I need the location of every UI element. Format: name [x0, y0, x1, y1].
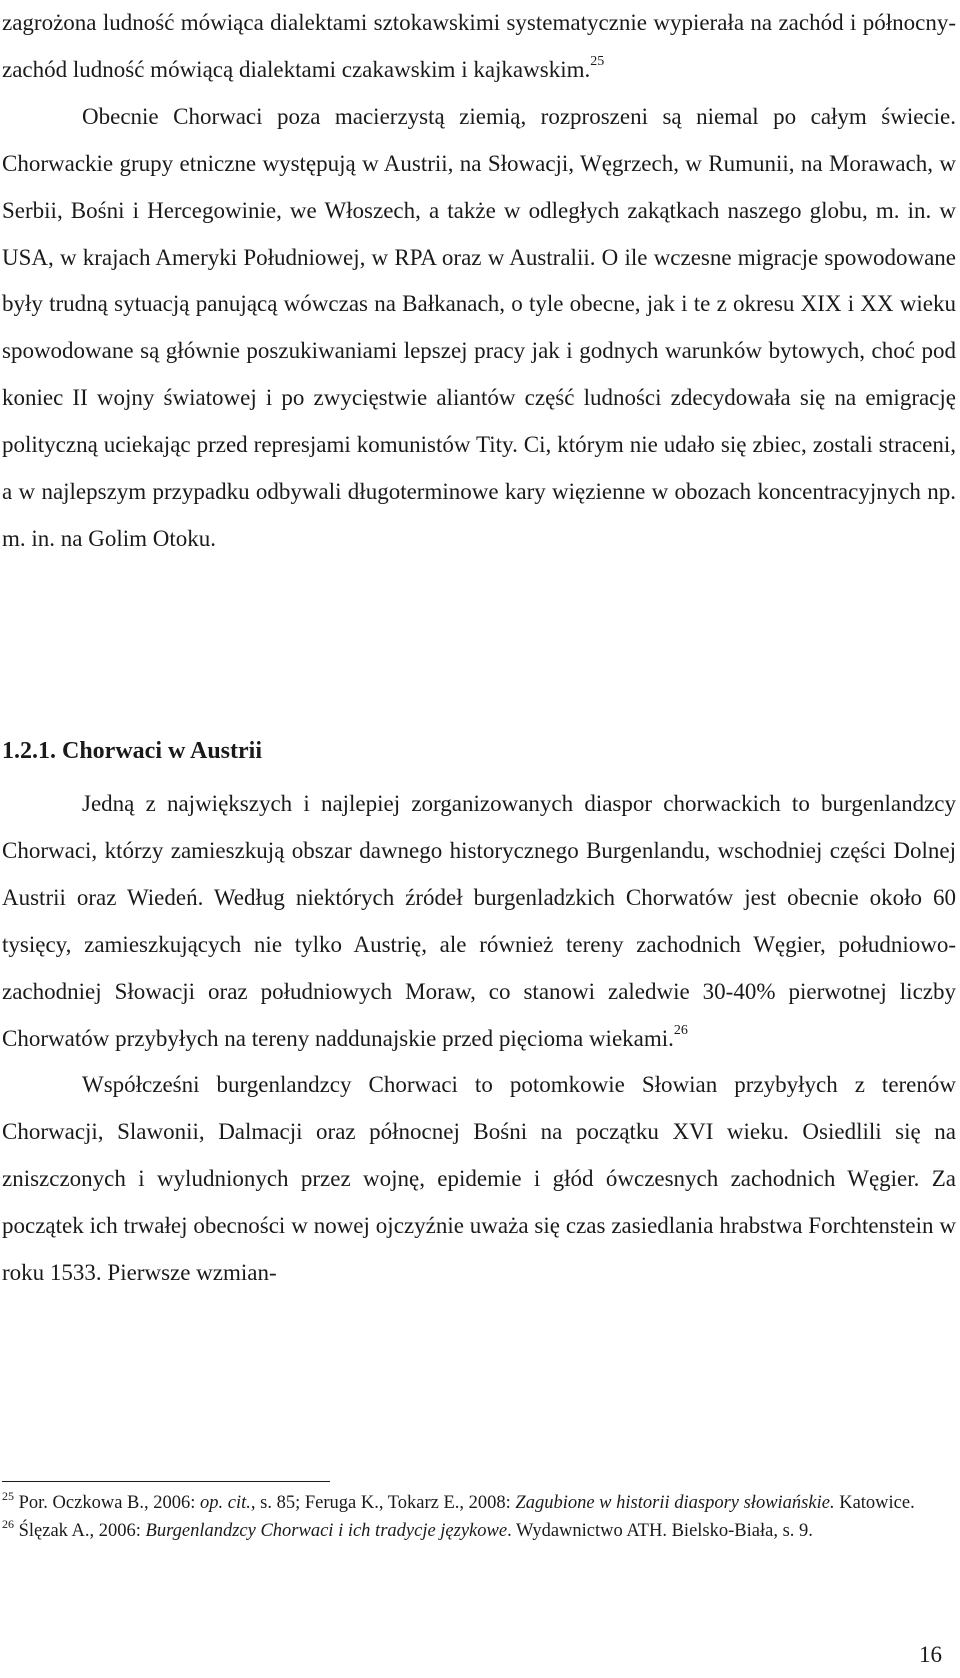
footnote-text: . Wydawnictwo ATH. Bielsko-Biała, s. 9. — [507, 1520, 813, 1541]
footnote-number: 26 — [2, 1516, 14, 1531]
footnote-25 — [2, 1490, 956, 1518]
footnotes — [2, 1490, 956, 1545]
section-title: Chorwaci w Austrii — [62, 738, 262, 764]
footnote-text: Katowice. — [834, 1493, 915, 1513]
footnote-italic: op. cit. — [200, 1493, 251, 1513]
paragraph-burgenland — [2, 781, 956, 1062]
page-number: 16 — [919, 1642, 942, 1667]
paragraph-text: zagrożona ludność mówiąca dialektami sztokawskimi systematycznie wypierała na zachód i północny-zachód ludność mówiącą dialektami czakawskim i kajkawskim. — [2, 10, 956, 82]
footnote-text: Ślęzak A., 2006: — [18, 1520, 146, 1541]
footnote-italic: Burgenlandzcy Chorwaci i ich tradycje językowe — [145, 1520, 508, 1541]
footnote-text: Por. Oczkowa B., 2006: — [18, 1493, 201, 1513]
text-block-section — [2, 781, 956, 1297]
footnote-separator — [2, 1481, 330, 1482]
footnote-number: 25 — [2, 1489, 14, 1503]
paragraph-origins: Współcześni burgenlandzcy Chorwaci to potomkowie Słowian przybyłych z terenów Chorwacji, Slawonii, Dalmacji oraz północnej Bośni na początku XVI wieku. Osiedlili się na zniszczonych i wyludnionych przez wojnę, epidemie i głód ówczesnych zachodnich Węgier. Za początek ich trwałej obecności w nowej ojczyźnie uważa się czas zasiedlania hrabstwa Forchtenstein w roku 1533. Pierwsze wzmian- — [2, 1072, 956, 1286]
paragraph-text: Jedną z największych i najlepiej zorganizowanych diaspor chorwackich to burgenlandzcy Chorwaci, którzy zamieszkują obszar dawnego historycznego Burgenlandu, wschodniej części Dolnej Austrii oraz Wiedeń. Według niektórych źródeł burgenladzkich Chorwatów jest obecnie około 60 tysięcy, zamieszkujących nie tylko Austrię, ale również tereny zachodnich Węgier, południowo-zachodniej Słowacji oraz południowych Moraw, co stanowi zaledwie 30-40% pierwotnej liczby Chorwatów przybyłych na tereny naddunajskie przed pięcioma wiekami. — [2, 791, 956, 1051]
footnote-26 — [2, 1518, 956, 1546]
section-number: 1.2.1. — [2, 738, 56, 764]
footnote-ref: 26 — [673, 1022, 688, 1038]
paragraph-diaspora: Obecnie Chorwaci poza macierzystą ziemią, rozproszeni są niemal po całym świecie. Chorwackie grupy etniczne występują w Austrii, na Słowacji, Węgrzech, w Rumunii, na Morawach, w Serbii, Bośni i Hercegowinie, we Włoszech, a także w odległych zakątkach naszego globu, m. in. w USA, w krajach Ameryki Południowej, w RPA oraz w Australii. O ile wczesne migracje spowodowane były trudną sytuacją panującą wówczas na Bałkanach, o tyle obecne, jak i te z okresu XIX i XX wieku spowodowane są głównie poszukiwaniami lepszej pracy jak i godnych warunków bytowych, choć pod koniec II wojny światowej i po zwycięstwie aliantów część ludności zdecydowała się na emigrację polityczną uciekając przed represjami komunistów Tity. Ci, którym nie udało się zbiec, zostali straceni, a w najlepszym przypadku odbywali długoterminowe kary więzienne w obozach koncentracyjnych np. m. in. na Golim Otoku. — [2, 103, 956, 551]
footnote-italic: Zagubione w historii diaspory słowiańskie. — [515, 1493, 835, 1513]
footnote-ref: 25 — [590, 53, 605, 69]
text-block-top — [2, 0, 956, 563]
footnote-text: , s. 85; Feruga K., Tokarz E., 2008: — [250, 1493, 516, 1513]
paragraph-continuation — [2, 0, 956, 94]
section-heading — [2, 728, 262, 774]
